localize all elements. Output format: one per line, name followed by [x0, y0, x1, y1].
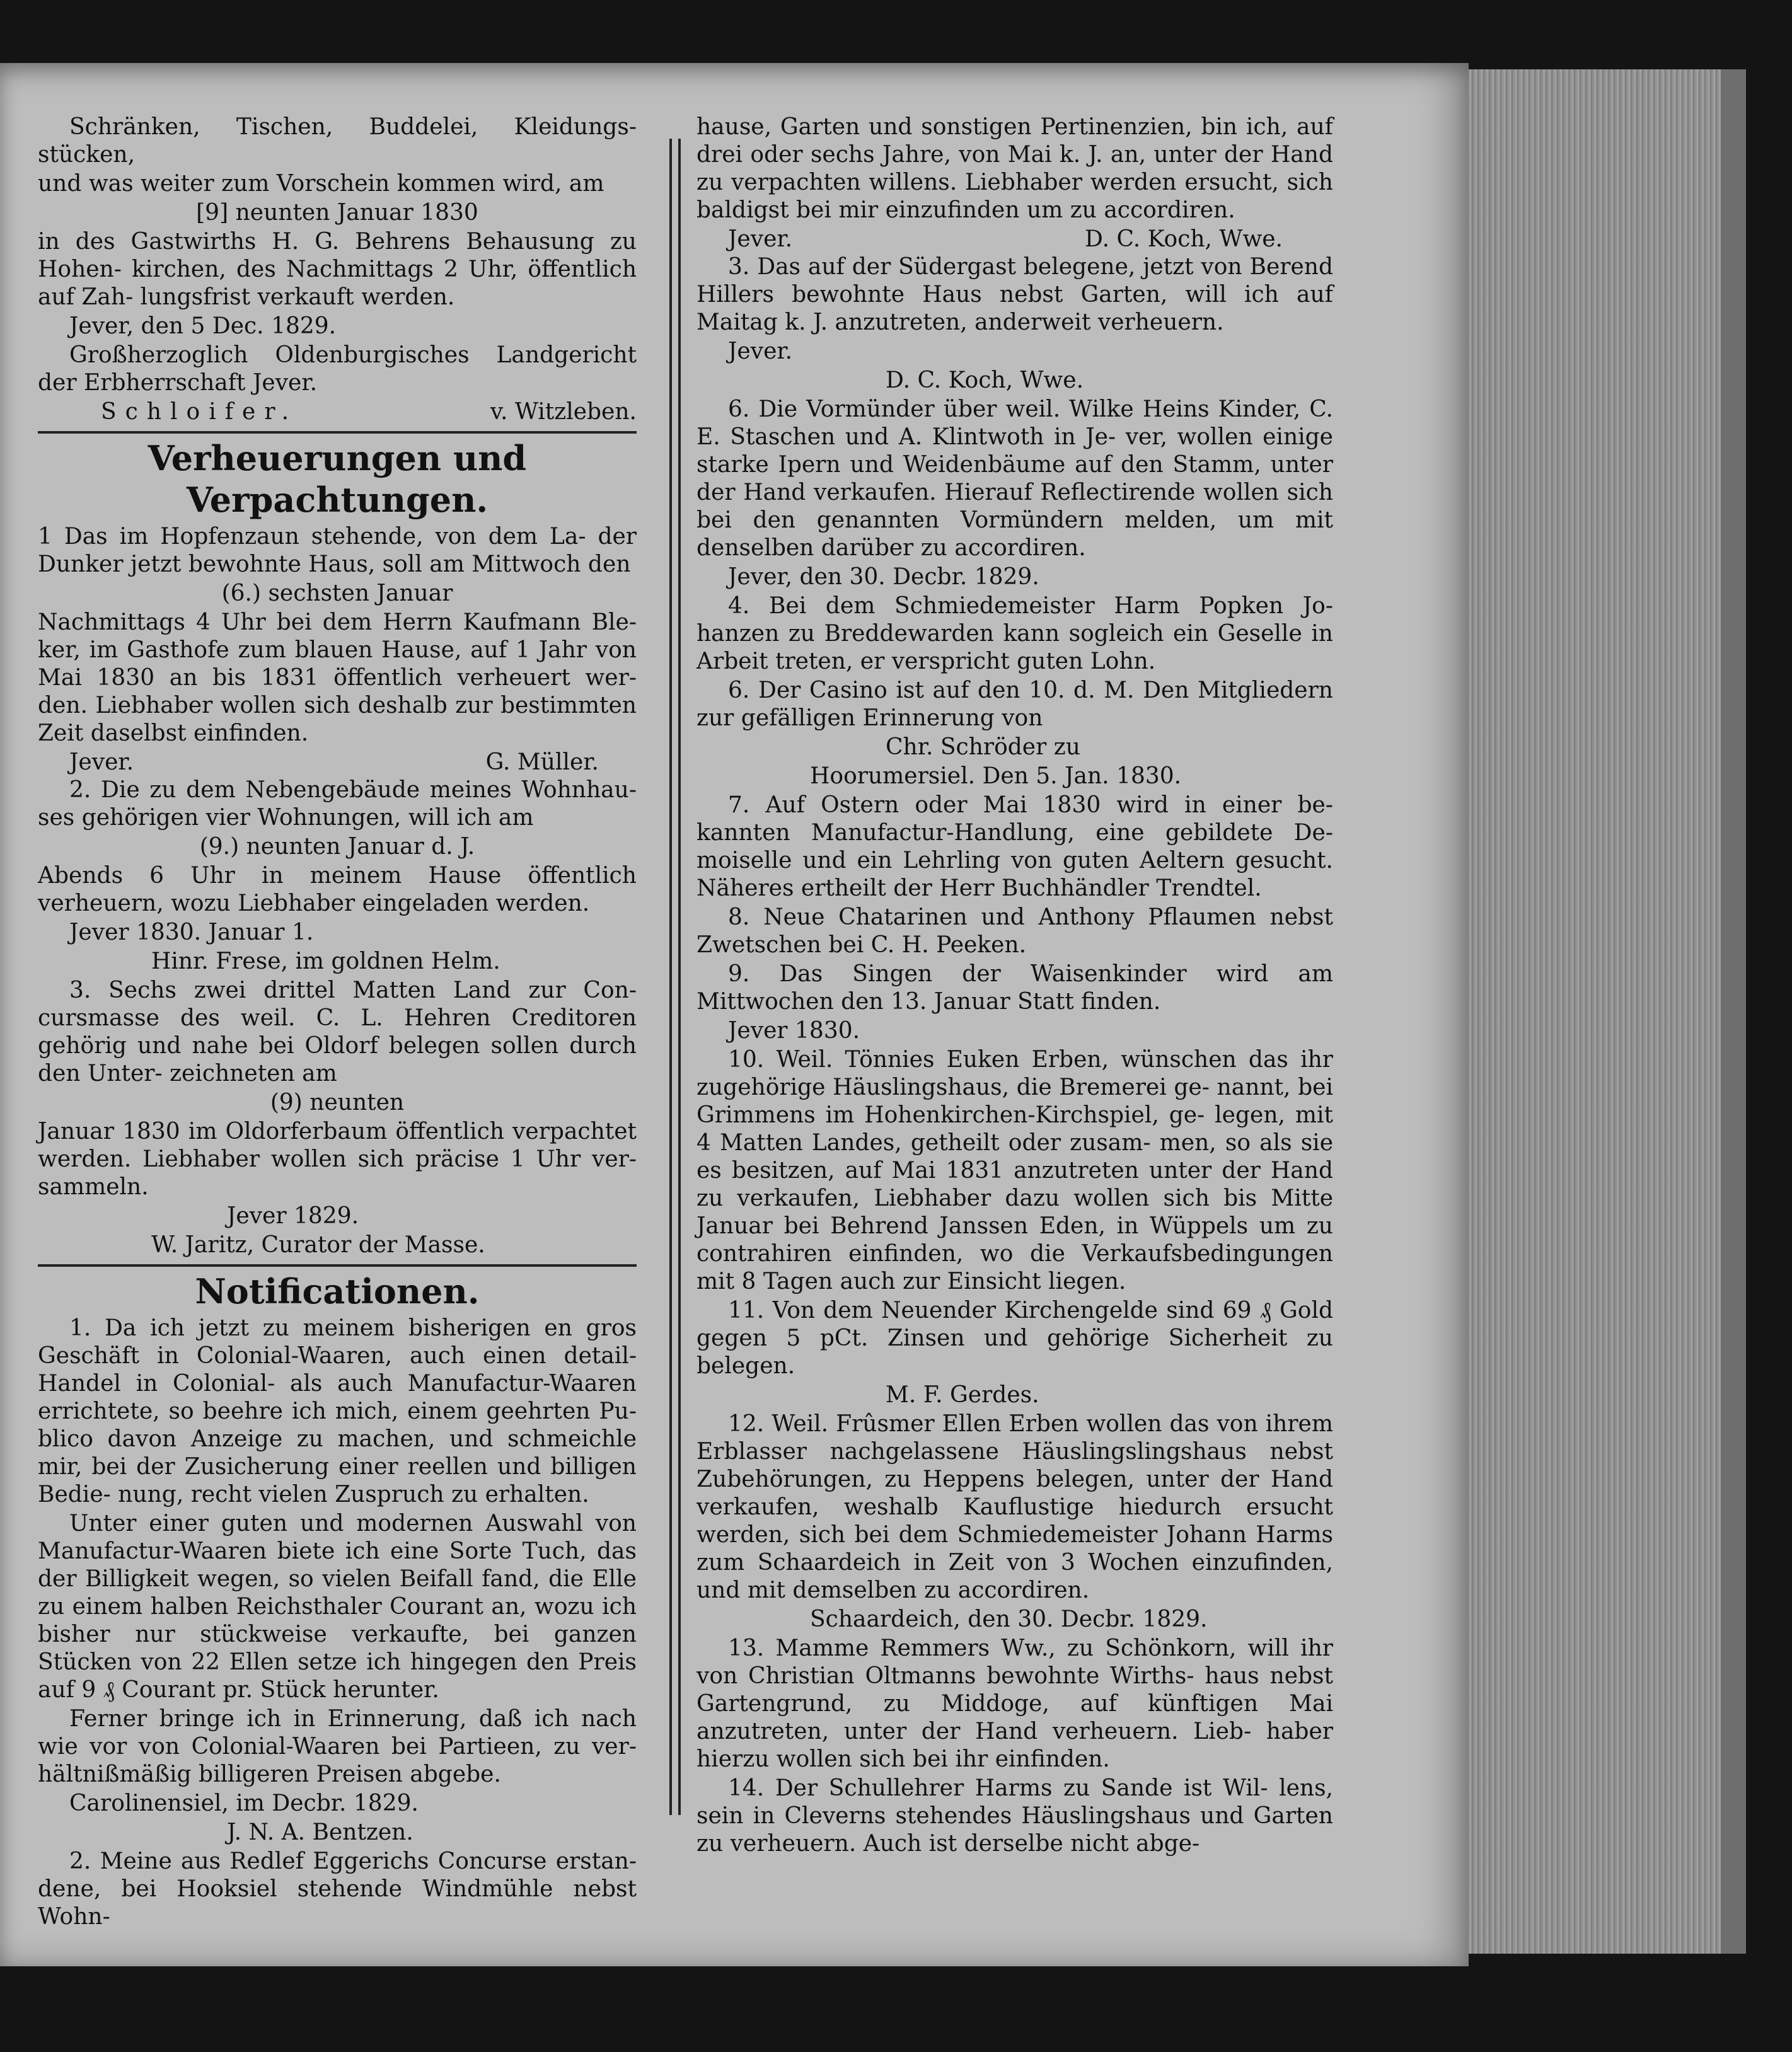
- section-title-notifications: Notificationen.: [195, 1271, 480, 1311]
- auction-place: in des Gastwirths H. G. Behrens Behausung zu Hohen- kirchen, des Nachmittags 2 Uhr, öffentlich auf Zah- lungsfrist verkauft werden.: [38, 229, 637, 310]
- notification-2-place: Jever.: [728, 226, 793, 252]
- notice-rental-3-date: (9) neunten: [270, 1090, 405, 1115]
- column-divider: [669, 139, 681, 1815]
- notification-1-part-3: Ferner bringe ich in Erinnerung, daß ich nach wie vor von Colonial-Waaren bei Partieen, zu ver- hältnißmäßig billigeren Preisen abgebe.: [38, 1706, 637, 1787]
- notification-7: 7. Auf Ostern oder Mai 1830 wird in einer be- kannten Manufactur-Handlung, eine gebildete De- moiselle und ein Lehrling von guten Aeltern gesucht. Näheres ertheilt der Herr Buchhändler Trendtel.: [697, 792, 1333, 901]
- notice-rental-2-dateline: Jever 1830. Januar 1.: [69, 919, 314, 945]
- notification-3-place: Jever.: [728, 338, 793, 364]
- notice-rental-1-date: (6.) sechsten Januar: [221, 580, 453, 606]
- notification-3-signature: D. C. Koch, Wwe.: [886, 367, 1084, 393]
- notification-6: 6. Die Vormünder über weil. Wilke Heins Kinder, C. E. Staschen und A. Klintwoth in Je- ver, wollen einige starke Ipern und Weidenbäume auf den Stamm, unter der Hand verkaufen. Hierauf Reflectirende wollen sich bei den genannten Vormündern melden, um mit denselben darüber zu accordiren.: [697, 396, 1333, 561]
- notification-casino-dateline: Hoorumersiel. Den 5. Jan. 1830.: [810, 763, 1182, 789]
- section-rule: [38, 431, 637, 434]
- notification-10: 10. Weil. Tönnies Euken Erben, wünschen das ihr zugehörige Häuslingshaus, die Bremerei ge- nannt, bei Grimmens im Hohenkirchen-Kirchspiel, ge- legen, mit 4 Matten Landes, getheilt oder zusam- men, so als sie es besitzen, auf Mai 1831 anzutreten unter der Hand zu verkaufen, Liebhaber dazu wollen sich bis Mitte Januar bei Behrend Janssen Eden, in Wüppels um zu contrahiren einfinden, wo die Verkaufsbedingungen mit 8 Tagen auch zur Einsicht liegen.: [697, 1047, 1333, 1294]
- notification-9-place: Jever 1830.: [728, 1018, 860, 1044]
- section-title-rentals: Verheuerungen und Verpachtungen.: [147, 438, 527, 520]
- notification-13: 13. Mamme Remmers Ww., zu Schönkorn, will ihr von Christian Oltmanns bewohnte Wirths- haus nebst Gartengrund, zu Middoge, auf künftigen Mai anzutreten, unter der Hand verheuern. Lieb- haber hierzu wollen sich bei ihr einfinden.: [697, 1635, 1333, 1772]
- notice-rental-2-text: Abends 6 Uhr in meinem Hause öffentlich verheuern, wozu Liebhaber eingeladen werden.: [38, 863, 637, 916]
- auction-dateline: Jever, den 5 Dec. 1829.: [69, 313, 337, 339]
- notification-1: 1. Da ich jetzt zu meinem bisherigen en gros Geschäft in Colonial-Waaren, auch einen detail- Handel in Colonial- als auch Manufactur-Waaren errichtete, so beehre ich mich, einem geehrten Pu- blico davon Anzeige zu machen, und schmeichle mir, bei der Zusicherung einer reellen und billigen Bedie- nung, recht vielen Zuspruch zu erhalten.: [38, 1315, 637, 1507]
- notice-rental-2-date: (9.) neunten Januar d. J.: [199, 834, 475, 860]
- notification-4: 4. Bei dem Schmiedemeister Harm Popken Jo- hanzen zu Breddewarden kann sogleich ein Geselle in Arbeit treten, er verspricht guten Lohn.: [697, 593, 1333, 674]
- notification-11-signature: M. F. Gerdes.: [886, 1382, 1039, 1408]
- notice-rental-1-place: Jever.: [69, 749, 134, 775]
- auction-date: [9] neunten Januar 1830: [196, 200, 478, 226]
- notice-rental-1-footer: [38, 749, 637, 776]
- notice-rental-1-text: Nachmittags 4 Uhr bei dem Herrn Kaufmann Ble- ker, im Gasthofe zum blauen Hause, auf 1 Jahr von Mai 1830 an bis 1831 öffentlich verheuert wer- den. Liebhaber wollen sich deshalb zur bestimmten Zeit daselbst einfinden.: [38, 609, 637, 746]
- notification-1-dateline: Carolinensiel, im Decbr. 1829.: [69, 1790, 419, 1816]
- notification-1-signature: J. N. A. Bentzen.: [227, 1819, 413, 1845]
- notice-rental-3: 3. Sechs zwei drittel Matten Land zur Con- cursmasse des weil. C. L. Hehren Creditoren gehörig und nahe bei Oldorf belegen sollen durch den Unter- zeichneten am: [38, 977, 637, 1087]
- notification-2-signature: D. C. Koch, Wwe.: [1084, 226, 1283, 252]
- notice-rental-2-signature: Hinr. Frese, im goldnen Helm.: [151, 948, 500, 974]
- notification-2-start: 2. Meine aus Redlef Eggerichs Concurse erstan- dene, bei Hooksiel stehende Windmühle nebst Wohn-: [38, 1848, 637, 1930]
- notice-rental-3-signature: W. Jaritz, Curator der Masse.: [151, 1232, 485, 1258]
- notification-12: 12. Weil. Frûsmer Ellen Erben wollen das von ihrem Erblasser nachgelassene Häuslingslingshaus nebst Zubehörungen, zu Heppens belegen, unter der Hand verkaufen, weshalb Kauflustige hiedurch ersucht werden, sich bei dem Schmiedemeister Johann Harms zum Schaardeich in Zeit von 3 Wochen einzufinden, und mit demselben zu accordiren.: [697, 1411, 1333, 1603]
- notice-rental-3-dateline: Jever 1829.: [227, 1203, 359, 1229]
- left-column: [38, 113, 637, 1932]
- notice-rental-1-signature: G. Müller.: [485, 749, 599, 775]
- notification-3: 3. Das auf der Südergast belegene, jetzt von Berend Hillers bewohnte Haus nebst Garten, will ich auf Maitag k. J. anzutreten, anderweit verheuern.: [697, 254, 1333, 335]
- notification-8: 8. Neue Chatarinen und Anthony Pflaumen nebst Zwetschen bei C. H. Peeken.: [697, 904, 1333, 958]
- auction-signatures: [38, 398, 637, 426]
- auction-court: Großherzoglich Oldenburgisches Landgericht der Erbherrschaft Jever.: [38, 342, 637, 396]
- book-page-edges: [1469, 69, 1746, 1954]
- notice-rental-3-text: Januar 1830 im Oldorferbaum öffentlich verpachtet werden. Liebhaber wollen sich präcise 1 Uhr ver- sammeln.: [38, 1119, 637, 1200]
- notification-2-continued: hause, Garten und sonstigen Pertinenzien, bin ich, auf drei oder sechs Jahre, von Mai k. J. an, unter der Hand zu verpachten willens. Liebhaber werden ersucht, sich baldigst bei mir einzufinden um zu accordiren.: [697, 114, 1333, 223]
- section-rule: [38, 1264, 637, 1267]
- notification-14: 14. Der Schullehrer Harms zu Sande ist Wil- lens, sein in Cleverns stehendes Häuslingshaus und Garten zu verheuern. Auch ist derselbe nicht abge-: [697, 1775, 1333, 1857]
- auction-intro: Schränken, Tischen, Buddelei, Kleidungs- stücken,: [38, 114, 637, 168]
- notification-9: 9. Das Singen der Waisenkinder wird am Mittwochen den 13. Januar Statt finden.: [697, 961, 1333, 1015]
- notification-1-part-2: Unter einer guten und modernen Auswahl von Manufactur-Waaren biete ich eine Sorte Tuch, das der Billigkeit wegen, so vielen Beifall fand, die Elle zu einem halben Reichsthaler Courant an, wozu ich bisher nur stückweise verkaufte, bei ganzen Stücken von 22 Ellen setze ich hingegen den Preis auf 9 ₰ Courant pr. Stück herunter.: [38, 1511, 637, 1703]
- notification-6-dateline: Jever, den 30. Decbr. 1829.: [728, 564, 1039, 590]
- notification-12-dateline: Schaardeich, den 30. Decbr. 1829.: [810, 1606, 1208, 1632]
- auction-signature-right: v. Witzleben.: [490, 399, 637, 425]
- notice-rental-1: 1 Das im Hopfenzaun stehende, von dem La- der Dunker jetzt bewohnte Haus, soll am Mittwoch den: [38, 524, 637, 577]
- notice-rental-2: 2. Die zu dem Nebengebäude meines Wohnhau- ses gehörigen vier Wohnungen, will ich am: [38, 777, 637, 831]
- notification-2-footer: [697, 226, 1333, 253]
- notification-casino-signature: Chr. Schröder zu: [886, 734, 1080, 760]
- notification-11: 11. Von dem Neuender Kirchengelde sind 69 ₰ Gold gegen 5 pCt. Zinsen und gehörige Sicherheit zu belegen.: [697, 1298, 1333, 1379]
- right-column: [697, 113, 1333, 1859]
- notification-casino: 6. Der Casino ist auf den 10. d. M. Den Mitgliedern zur gefälligen Erinnerung von: [697, 677, 1333, 731]
- auction-line: und was weiter zum Vorschein kommen wird, am: [38, 171, 604, 197]
- auction-signature-left: Schloifer.: [101, 399, 298, 425]
